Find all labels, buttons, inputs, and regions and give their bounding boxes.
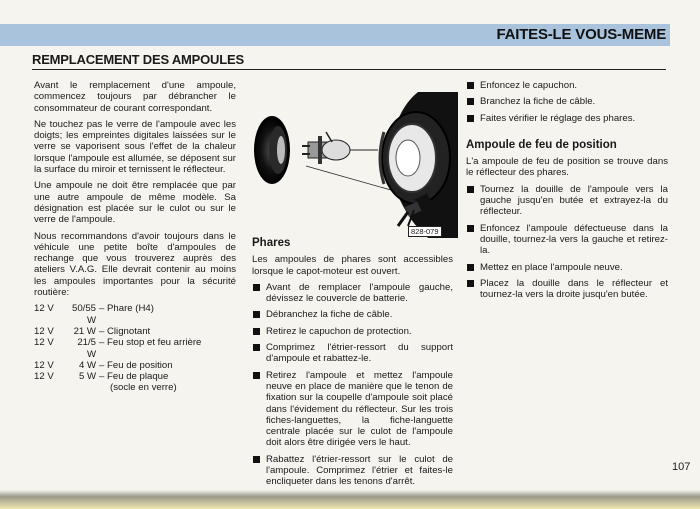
section-title: REMPLACEMENT DES AMPOULES — [32, 52, 244, 67]
headlight-bulb-illustration — [248, 92, 458, 238]
bulb-voltage: 12 V — [34, 337, 54, 349]
bullet-square-icon — [253, 456, 260, 463]
bullet-square-icon — [467, 82, 474, 89]
bullet-square-icon — [467, 280, 474, 287]
bullet-square-icon — [253, 311, 260, 318]
paragraph: Une ampoule ne doit être remplacée que par une autre ampoule de même modèle. Sa désignation est placée sur le culot ou sur le verre de l'ampoule. — [34, 180, 236, 226]
bulb-row — [34, 360, 236, 371]
bulb-name: – Feu de plaque — [99, 371, 169, 383]
bulb-name: – Clignotant — [99, 325, 151, 337]
bullet-square-icon — [253, 372, 260, 379]
section-divider — [32, 69, 666, 70]
paragraph: L'a ampoule de feu de position se trouve dans le réflecteur des phares. — [466, 156, 668, 179]
paragraph: Ne touchez pas le verre de l'ampoule avec les doigts; les empreintes digitales laissées sur le verre se vaporisent sous l'effet de la chaleur lorsque l'ampoule est allumée, se déposent sur la surface du miroir et ternissent le réflecteur. — [34, 118, 236, 176]
left-column — [34, 80, 236, 394]
bulb-voltage: 12 V — [34, 359, 54, 371]
bulb-icon — [302, 132, 350, 164]
paragraph: Les ampoules de phares sont accessibles lorsque le capot-moteur est ouvert. — [252, 254, 453, 277]
bullet-item: Avant de remplacer l'ampoule gauche, dévissez le couvercle de batterie. — [252, 282, 453, 305]
bullet-item: Tournez la douille de l'ampoule vers la gauche jusqu'en butée et extrayez-la du réflecteur. — [466, 184, 668, 218]
bulb-list — [34, 303, 236, 393]
bulb-voltage: 12 V — [34, 371, 54, 383]
bullet-item: Placez la douille dans le réflecteur et tournez-la vers la droite jusqu'en butée. — [466, 278, 668, 301]
bulb-note: (socle en verre) — [110, 382, 177, 394]
bullet-item: Enfoncez le capuchon. — [466, 80, 668, 91]
bullet-item: Enfoncez l'ampoule défectueuse dans la douille, tournez-la vers la gauche et retirez-la. — [466, 223, 668, 257]
bullet-square-icon — [467, 264, 474, 271]
bulb-wattage: 5 W — [78, 371, 96, 383]
bulb-wattage: 50/55 W — [71, 303, 96, 326]
bullet-square-icon — [253, 284, 260, 291]
bullet-item: Retirez l'ampoule et mettez l'ampoule neuve en place de manière que le tenon de fixation sur la coupelle d'ampoule soit placé dans l'évidement du réflecteur. Sur les trois fiches-languettes, la fiche-languette centrale placée sur le culot de l'ampoule doit alors être dirigée vers le haut. — [252, 370, 453, 449]
section-heading-position-light: Ampoule de feu de position — [466, 138, 617, 151]
bulb-row — [34, 303, 236, 326]
bulb-row — [34, 337, 236, 360]
bulb-row — [34, 371, 236, 382]
bulb-wattage: 21 W — [73, 325, 96, 337]
bullet-square-icon — [253, 344, 260, 351]
bulb-name: – Phare (H4) — [99, 303, 154, 315]
section-heading-phares: Phares — [252, 237, 291, 249]
right-column — [466, 80, 668, 305]
bulb-row — [34, 326, 236, 337]
bullet-item: Faites vérifier le réglage des phares. — [466, 113, 668, 124]
bullet-square-icon — [467, 225, 474, 232]
bullet-item: Débranchez la fiche de câble. — [252, 309, 453, 320]
bullet-square-icon — [467, 186, 474, 193]
page-number: 107 — [672, 461, 691, 473]
bulb-wattage: 4 W — [78, 359, 96, 371]
bullet-square-icon — [253, 328, 260, 335]
bullet-item: Comprimez l'étrier-ressort du support d'ampoule et rabattez-le. — [252, 342, 453, 365]
bulb-voltage: 12 V — [34, 325, 54, 337]
bulb-name: – Feu stop et feu arrière — [99, 337, 202, 349]
bullet-item: Mettez en place l'ampoule neuve. — [466, 262, 668, 273]
bullet-item: Rabattez l'étrier-ressort sur le culot de l'ampoule. Comprimez l'étrier et faites-le encliqueter dans les tenons d'arrêt. — [252, 454, 453, 488]
bullet-item: Branchez la fiche de câble. — [466, 96, 668, 107]
figure-label: 828-079 — [408, 226, 442, 237]
bullet-item: Retirez le capuchon de protection. — [252, 326, 453, 337]
bullet-square-icon — [467, 98, 474, 105]
paragraph: Nous recommandons d'avoir toujours dans le véhicule une petite boîte d'ampoules de rechange que vous trouverez auprès des ateliers V.A.G. Elle devrait contenir au moins les ampoules importantes pour la sécurité routière: — [34, 230, 236, 299]
bulb-name: – Feu de position — [99, 359, 173, 371]
bulb-wattage: 21/5 W — [77, 337, 96, 360]
bulb-voltage: 12 V — [34, 303, 54, 315]
headlight-housing-icon — [380, 92, 458, 238]
header-title: FAITES-LE VOUS-MEME — [496, 26, 666, 43]
middle-column — [252, 238, 453, 493]
bullet-square-icon — [467, 115, 474, 122]
paragraph: Avant le remplacement d'une ampoule, commencez toujours par débrancher le consommateur de courant correspondant. — [34, 80, 236, 114]
page-bottom-edge — [0, 490, 700, 509]
